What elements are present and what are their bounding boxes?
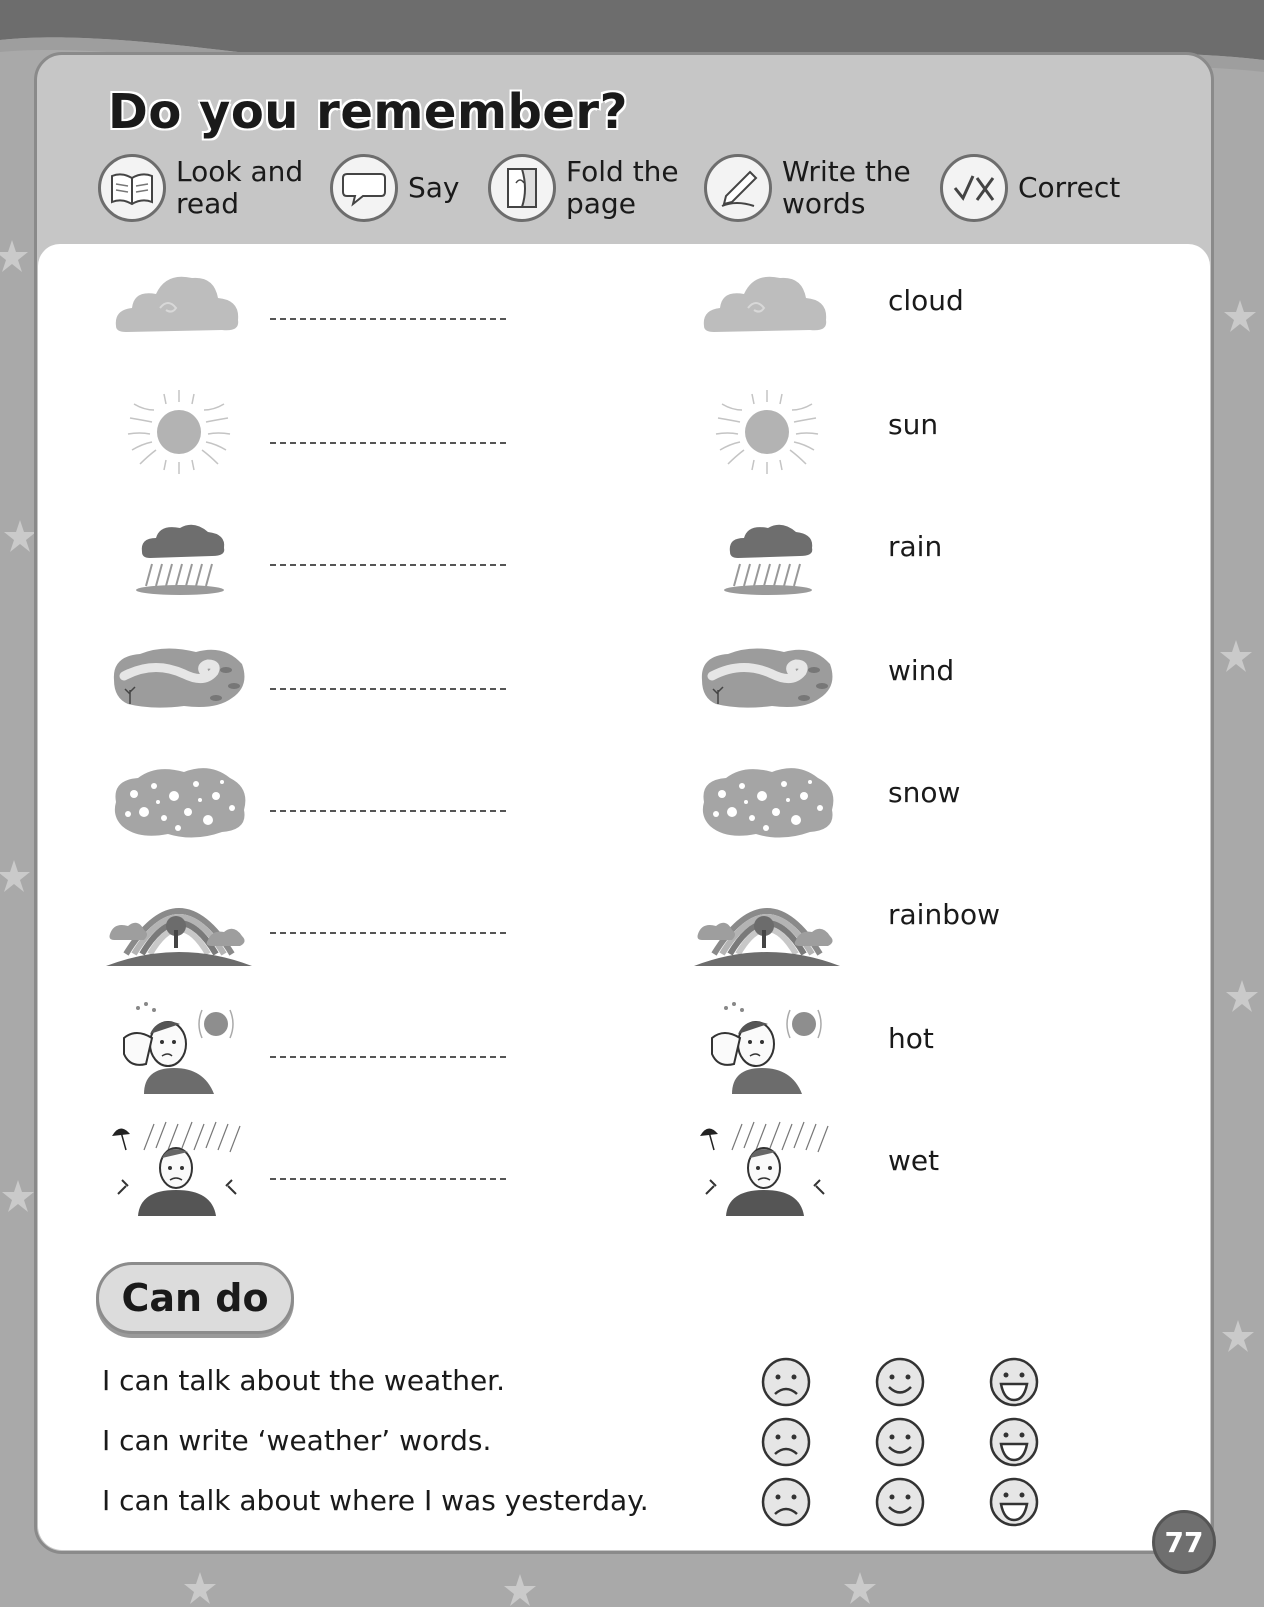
- answer-line[interactable]: [270, 318, 506, 320]
- book-icon: [98, 154, 166, 222]
- smiling-face-icon[interactable]: [874, 1356, 926, 1408]
- speech-bubble-icon: [330, 154, 398, 222]
- step-label: Say: [408, 171, 460, 204]
- tick-cross-icon: [940, 154, 1008, 222]
- vocab-word: rain: [888, 530, 943, 563]
- vocab-row-snow: [0, 752, 1264, 852]
- pen-icon: [704, 154, 772, 222]
- rain-cloud-icon: [692, 506, 842, 602]
- can-do-badge: [96, 1262, 294, 1334]
- vocab-word: snow: [888, 776, 961, 809]
- can-do-statement: I can write ‘weather’ words.: [102, 1424, 492, 1457]
- vocab-word: wind: [888, 654, 955, 687]
- hot-person-icon: [104, 998, 254, 1094]
- answer-line[interactable]: [270, 564, 506, 566]
- can-do-title: Can do: [121, 1276, 269, 1320]
- rainbow-icon: [104, 874, 254, 970]
- folded-page-icon: [488, 154, 556, 222]
- wind-icon: [692, 630, 842, 726]
- can-do-statement: I can talk about the weather.: [102, 1364, 506, 1397]
- vocab-word: rainbow: [888, 898, 1000, 931]
- sad-face-icon[interactable]: [760, 1416, 812, 1468]
- step-label: Look and read: [176, 155, 304, 220]
- step-write-the-words: [704, 154, 912, 222]
- step-label: Correct: [1018, 171, 1121, 204]
- sun-icon: [692, 384, 842, 480]
- answer-line[interactable]: [270, 688, 506, 690]
- cloud-icon: [104, 260, 254, 356]
- page-number: 77: [1152, 1510, 1216, 1574]
- answer-line[interactable]: [270, 932, 506, 934]
- step-correct: [940, 154, 1148, 222]
- vocab-word: hot: [888, 1022, 934, 1055]
- wind-icon: [104, 630, 254, 726]
- vocab-row-rainbow: [0, 874, 1264, 974]
- vocab-row-wind: [0, 630, 1264, 730]
- vocab-row-rain: [0, 506, 1264, 606]
- rainbow-icon: [692, 874, 842, 970]
- cloud-icon: [692, 260, 842, 356]
- wet-person-icon: [104, 1120, 254, 1216]
- grinning-face-icon[interactable]: [988, 1356, 1040, 1408]
- answer-line[interactable]: [270, 1056, 506, 1058]
- smiling-face-icon[interactable]: [874, 1416, 926, 1468]
- smiling-face-icon[interactable]: [874, 1476, 926, 1528]
- vocab-row-cloud: [0, 260, 1264, 360]
- sad-face-icon[interactable]: [760, 1356, 812, 1408]
- vocab-row-wet: [0, 1120, 1264, 1220]
- vocab-word: wet: [888, 1144, 940, 1177]
- snow-icon: [104, 752, 254, 848]
- rain-cloud-icon: [104, 506, 254, 602]
- answer-line[interactable]: [270, 1178, 506, 1180]
- answer-line[interactable]: [270, 810, 506, 812]
- answer-line[interactable]: [270, 442, 506, 444]
- page-title: Do you remember?: [108, 84, 628, 140]
- wet-person-icon: [692, 1120, 842, 1216]
- grinning-face-icon[interactable]: [988, 1416, 1040, 1468]
- vocab-row-hot: [0, 998, 1264, 1098]
- vocab-word: sun: [888, 408, 939, 441]
- step-label: Write the words: [782, 155, 911, 220]
- step-look-and-read: [98, 154, 306, 222]
- snow-icon: [692, 752, 842, 848]
- step-label: Fold the page: [566, 155, 679, 220]
- hot-person-icon: [692, 998, 842, 1094]
- sun-icon: [104, 384, 254, 480]
- vocab-word: cloud: [888, 284, 964, 317]
- grinning-face-icon[interactable]: [988, 1476, 1040, 1528]
- vocab-row-sun: [0, 384, 1264, 484]
- can-do-statement: I can talk about where I was yesterday.: [102, 1484, 649, 1517]
- sad-face-icon[interactable]: [760, 1476, 812, 1528]
- step-fold-the-page: [488, 154, 696, 222]
